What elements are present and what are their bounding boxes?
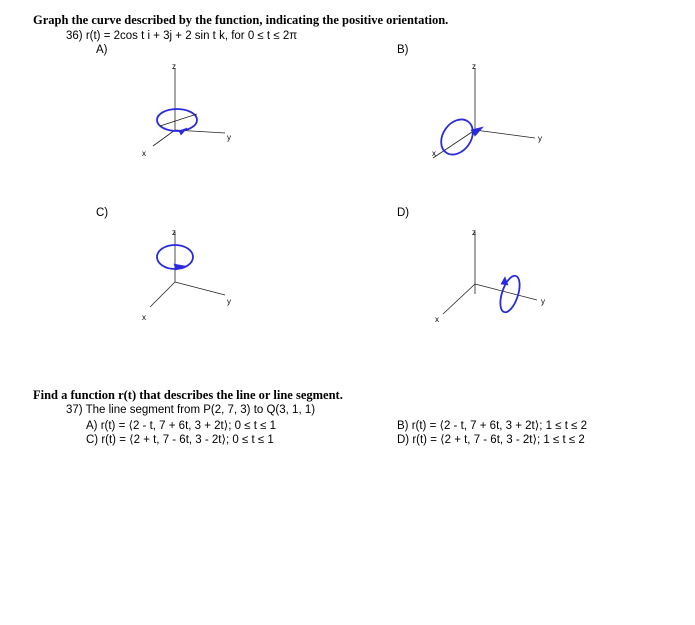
answer-c: C) r(t) = ⟨2 + t, 7 - 6t, 3 - 2t⟩; 0 ≤ t ≤ 1: [86, 434, 274, 446]
graph-option-a: [135, 60, 245, 170]
x-axis-label: x: [435, 315, 439, 324]
y-axis: [175, 282, 225, 295]
option-a-label: A): [96, 44, 108, 56]
graph-option-b: [425, 60, 545, 170]
axis-through-curve: [160, 114, 197, 126]
curve-ellipse: [435, 113, 480, 160]
y-axis-label: y: [227, 297, 231, 306]
x-axis-label: x: [432, 149, 436, 158]
section1-heading: Graph the curve described by the function, indicating the positive orientation.: [33, 13, 449, 27]
x-axis: [443, 284, 475, 314]
graph-option-d: [425, 222, 555, 332]
orientation-arrow: [179, 128, 187, 135]
z-axis-label: z: [172, 228, 176, 237]
option-d-label: D): [397, 207, 410, 219]
curve-ellipse: [497, 273, 524, 314]
answer-d: D) r(t) = ⟨2 + t, 7 - 6t, 3 - 2t⟩; 1 ≤ t ≤ 2: [397, 434, 585, 446]
x-axis: [150, 282, 175, 307]
graph-option-c: [135, 222, 245, 332]
y-axis-label: y: [227, 133, 231, 142]
curve-ellipse: [157, 109, 197, 131]
question-36: 36) r(t) = 2cos t i + 3j + 2 sin t k, for 0 ≤ t ≤ 2π: [66, 30, 298, 42]
z-axis-label: z: [472, 62, 476, 71]
section2-heading: Find a function r(t) that describes the line or line segment.: [33, 388, 343, 402]
option-b-label: B): [397, 44, 409, 56]
answer-b: B) r(t) = ⟨2 - t, 7 + 6t, 3 + 2t⟩; 1 ≤ t ≤ 2: [397, 420, 588, 432]
x-axis-label: x: [142, 149, 146, 158]
y-axis: [475, 284, 537, 300]
y-axis-label: y: [538, 134, 542, 143]
option-c-label: C): [96, 207, 109, 219]
answer-a: A) r(t) = ⟨2 - t, 7 + 6t, 3 + 2t⟩; 0 ≤ t ≤ 1: [86, 420, 277, 432]
z-axis-label: z: [172, 62, 176, 71]
z-axis-label: z: [472, 228, 476, 237]
x-axis: [153, 130, 175, 146]
question-37: 37) The line segment from P(2, 7, 3) to Q(3, 1, 1): [66, 404, 316, 416]
y-axis-label: y: [541, 297, 545, 306]
x-axis-label: x: [142, 313, 146, 322]
y-axis: [475, 130, 535, 138]
